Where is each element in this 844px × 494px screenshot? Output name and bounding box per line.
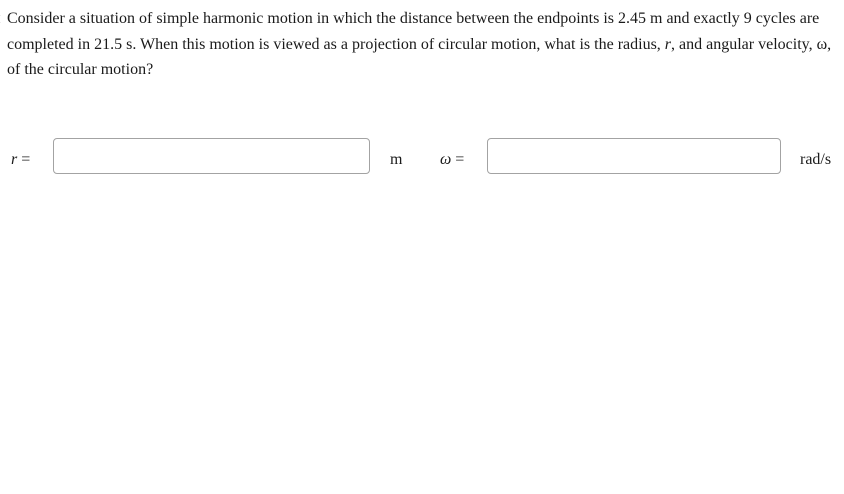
omega-symbol: ω [440, 151, 452, 168]
question-r-symbol: r [664, 35, 672, 53]
radius-input[interactable] [53, 138, 370, 174]
omega-equals: = [451, 151, 465, 168]
question-text-part2: , and angular velocity, ω, of the circular motion? [7, 35, 832, 78]
radius-symbol: r [11, 151, 18, 168]
omega-label [440, 138, 464, 176]
radius-equals: = [17, 151, 31, 168]
answer-row [0, 138, 844, 176]
radius-label [11, 138, 30, 176]
radius-unit: m [390, 151, 403, 168]
question-marker-icon [0, 15, 2, 23]
question-prompt [7, 6, 837, 83]
omega-unit: rad/s [800, 151, 832, 168]
omega-input[interactable] [487, 138, 781, 174]
question-text-part1: Consider a situation of simple harmonic motion in which the distance between the endpoints is 2.45 m and exactly 9 cycles are completed in 21.5 s. When this motion is viewed as a projection of circular motion, what is the radius, [7, 10, 820, 53]
